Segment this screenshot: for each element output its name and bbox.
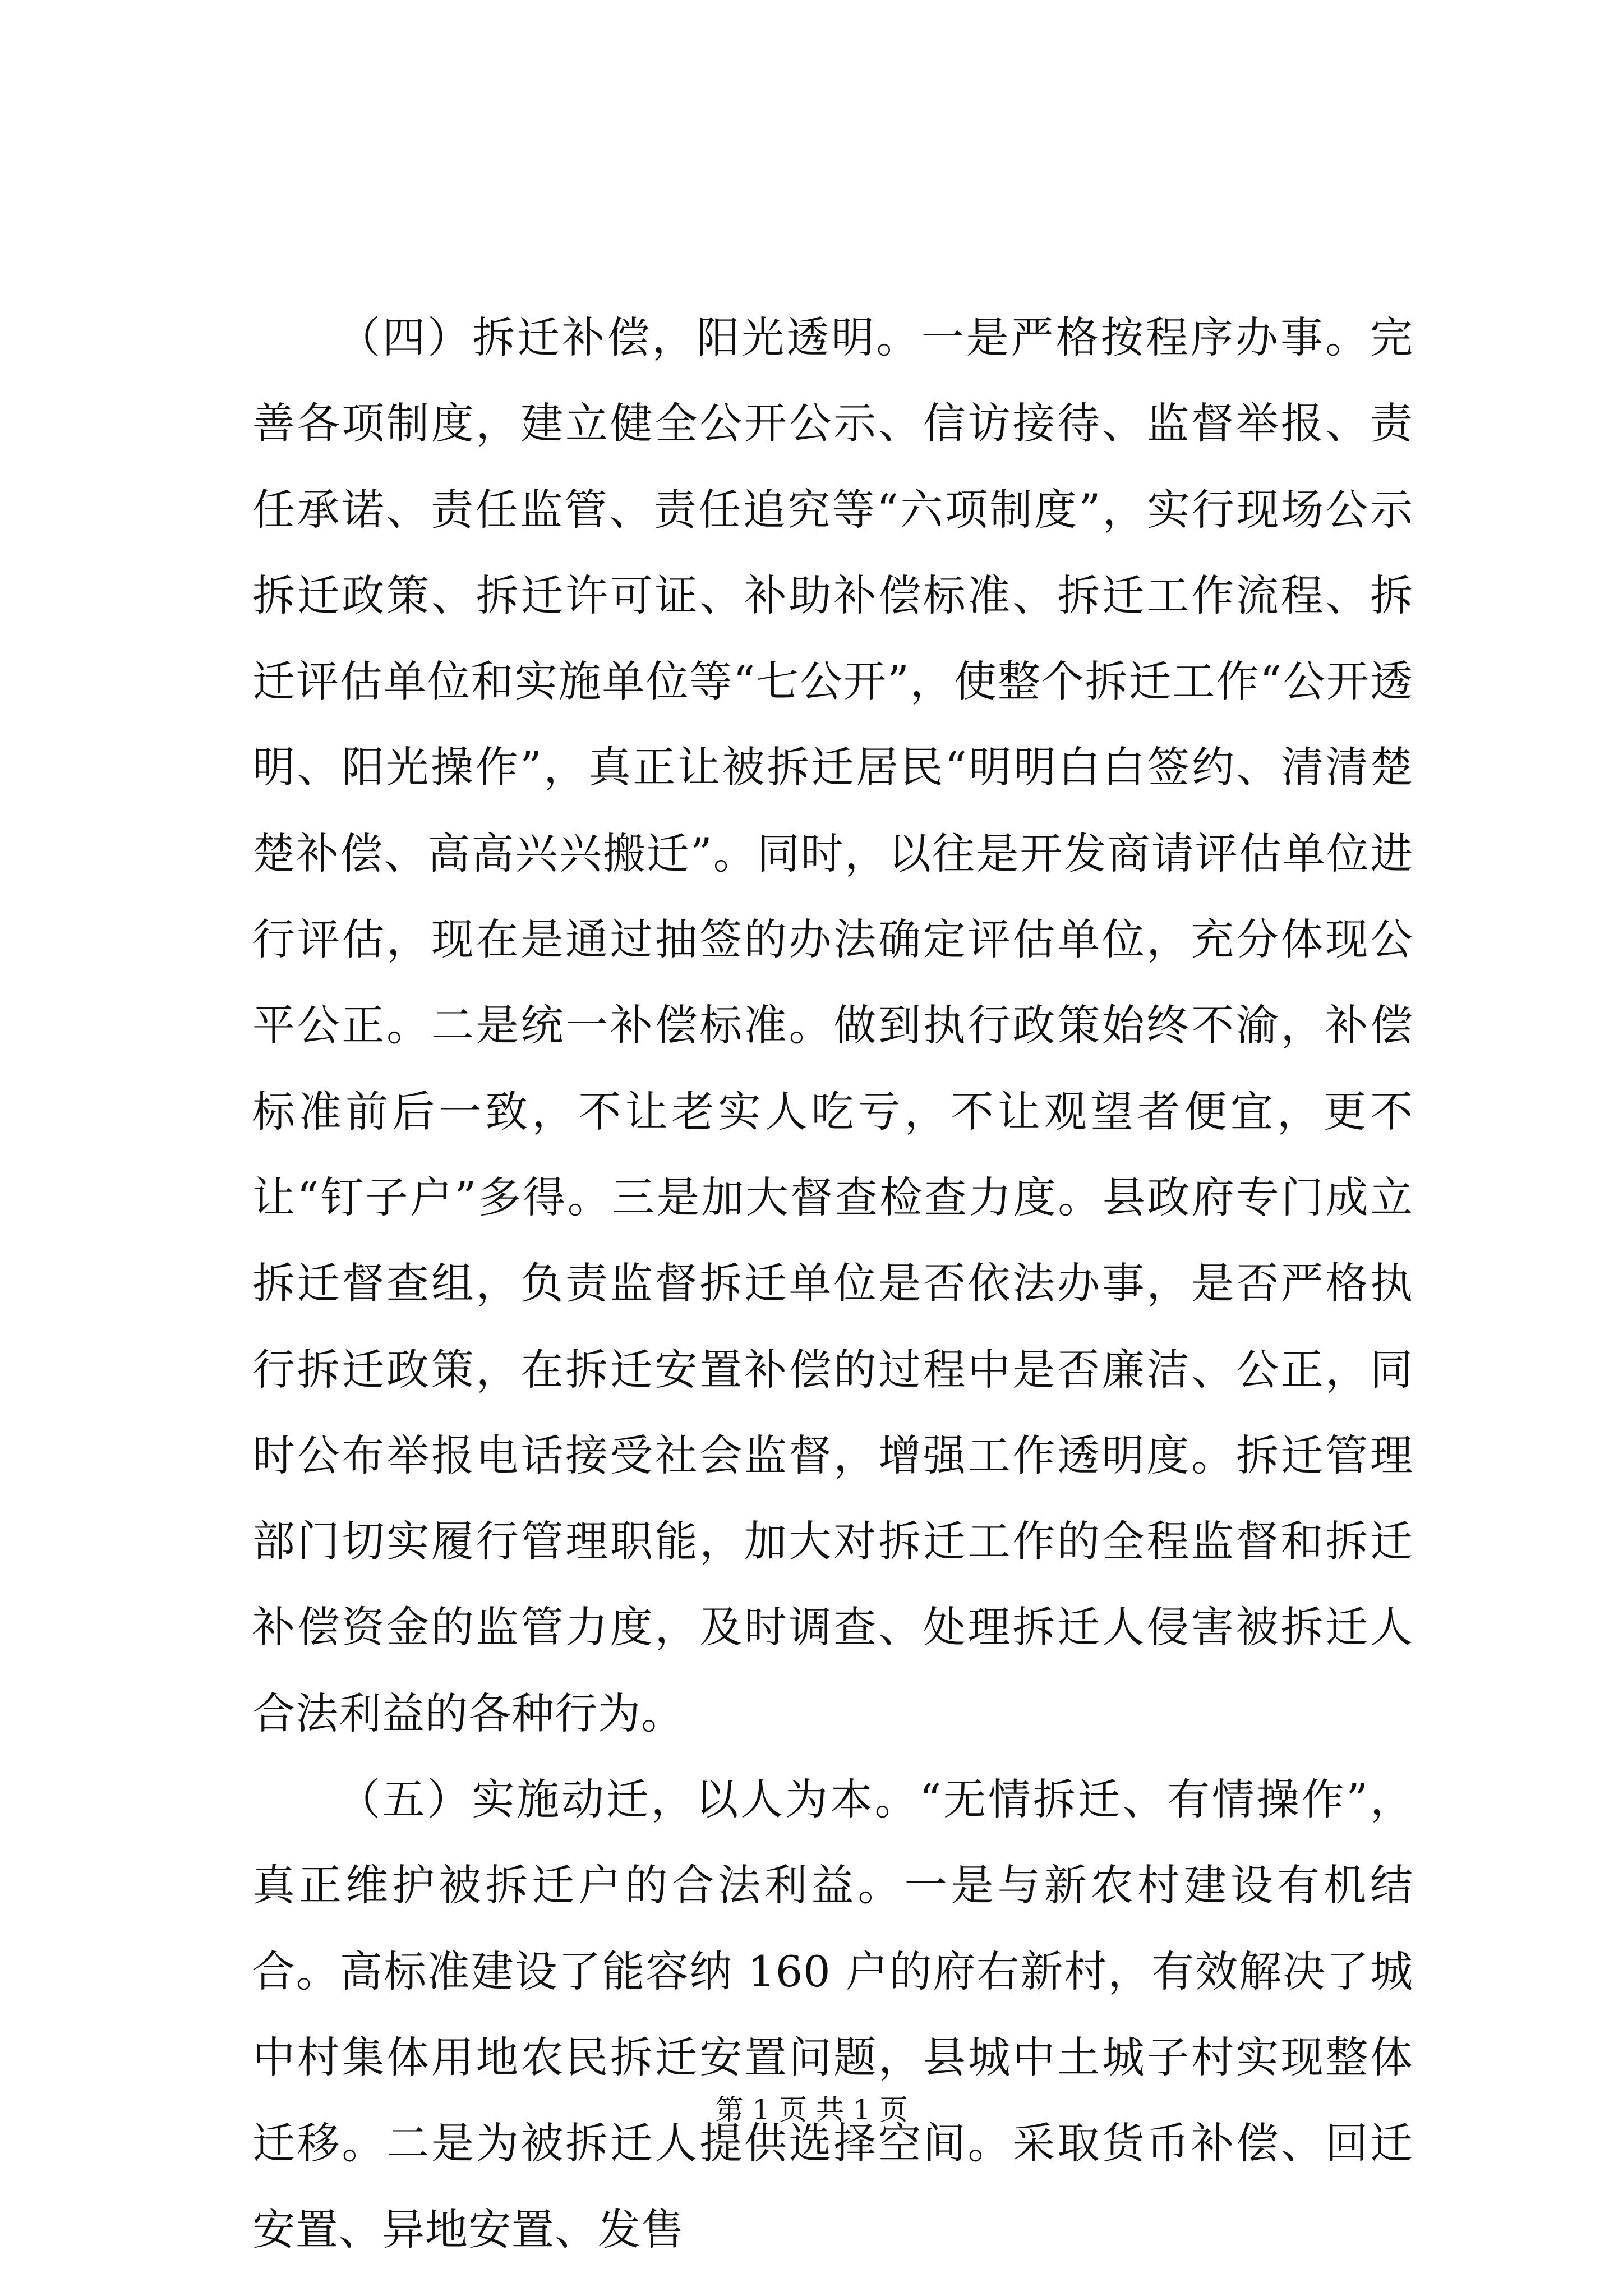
- paragraph-four: （四）拆迁补偿，阳光透明。一是严格按程序办事。完善各项制度，建立健全公开公示、信访接待、监督举报、责任承诺、责任监管、责任追究等“六项制度”，实行现场公示拆迁政策、拆迁许可证、补助补偿标准、拆迁工作流程、拆迁评估单位和实施单位等“七公开”，使整个拆迁工作“公开透明、阳光操作”，真正让被拆迁居民“明明白白签约、清清楚楚补偿、高高兴兴搬迁”。同时，以往是开发商请评估单位进行评估，现在是通过抽签的办法确定评估单位，充分体现公平公正。二是统一补偿标准。做到执行政策始终不渝，补偿标准前后一致，不让老实人吃亏，不让观望者便宜，更不让“钉子户”多得。三是加大督查检查力度。县政府专门成立拆迁督查组，负责监督拆迁单位是否依法办事，是否严格执行拆迁政策，在拆迁安置补偿的过程中是否廉洁、公正，同时公布举报电话接受社会监督，增强工作透明度。拆迁管理部门切实履行管理职能，加大对拆迁工作的全程监督和拆迁补偿资金的监管力度，及时调查、处理拆迁人侵害被拆迁人合法利益的各种行为。: [252, 312, 1413, 1738]
- document-body: [252, 295, 1413, 2272]
- page-footer: 第 1 页 共 1 页: [715, 2093, 908, 2126]
- paragraph-five: （五）实施动迁，以人为本。“无情拆迁、有情操作”，真正维护被拆迁户的合法利益。一是与新农村建设有机结合。高标准建设了能容纳 160 户的府右新村，有效解决了城中村集体用地农民拆迁安置问题，县城中土城子村实现整体迁移。二是为被拆迁人提供选择空间。采取货币补偿、回迁安置、异地安置、发售: [252, 1774, 1413, 2254]
